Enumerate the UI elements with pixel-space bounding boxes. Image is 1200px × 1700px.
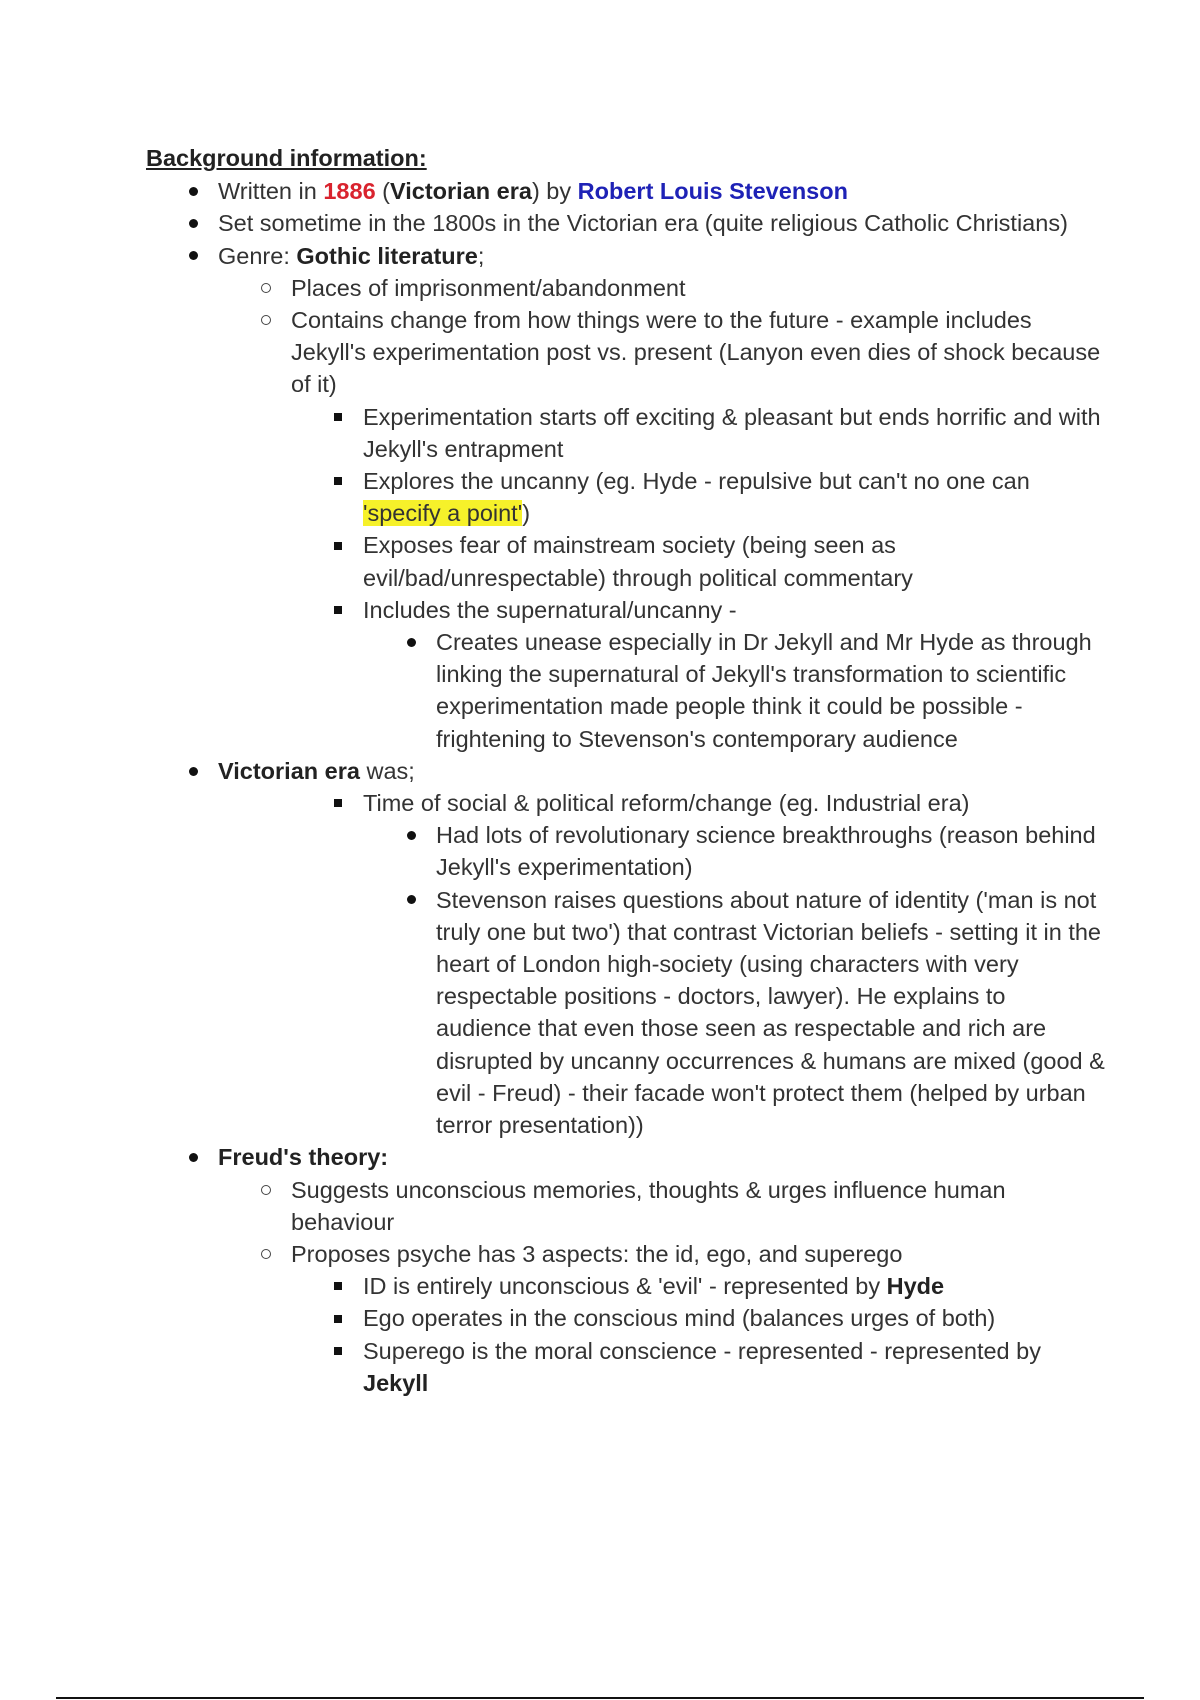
superego-text: Superego is the moral conscience - represented - represented by bbox=[363, 1337, 1041, 1364]
supernatural-text: Includes the supernatural/uncanny - bbox=[363, 596, 737, 623]
places-text: Places of imprisonment/abandonment bbox=[291, 274, 686, 301]
experimentation-text: Experimentation starts off exciting & pleasant but ends horrific and with Jekyll's entrapment bbox=[363, 403, 1101, 462]
bullet-dot-icon bbox=[183, 755, 203, 787]
bullet-square-icon bbox=[328, 1302, 348, 1334]
genre-label: Genre: bbox=[218, 242, 297, 269]
year-text: 1886 bbox=[323, 178, 376, 205]
list-item-written bbox=[146, 175, 1106, 207]
section-heading: Background information: bbox=[146, 145, 427, 171]
bullet-dot-icon bbox=[183, 175, 203, 207]
text-paren: ( bbox=[375, 178, 390, 205]
bullet-dot-icon bbox=[183, 207, 203, 239]
bullet-square-icon bbox=[328, 465, 348, 497]
list-item-breakthroughs bbox=[146, 819, 1106, 883]
questions-text: Stevenson raises questions about nature of identity ('man is not truly one but two') that contrast Victorian beliefs - setting it in the heart of London high-society (using characters with very respectable positions - doctors, lawyer). He explains to audience that even those seen as respectable and rich are disrupted by uncanny occurrences & humans are mixed (good & evil - Freud) - their facade won't protect them (helped by urban terror presentation)) bbox=[436, 886, 1105, 1139]
list-item-psyche bbox=[146, 1238, 1106, 1270]
bullet-square-icon bbox=[328, 1335, 348, 1367]
author-text: Robert Louis Stevenson bbox=[577, 178, 848, 205]
bullet-square-icon bbox=[328, 401, 348, 433]
bullet-square-icon bbox=[328, 1270, 348, 1302]
bullet-dot-icon bbox=[401, 884, 421, 916]
bullet-dot-icon bbox=[183, 240, 203, 272]
list-item-uncanny bbox=[146, 465, 1106, 529]
id-name: Hyde bbox=[886, 1273, 945, 1300]
list-item-reform bbox=[146, 787, 1106, 819]
bullet-circle-icon bbox=[256, 272, 276, 304]
uncanny-text: Explores the uncanny (eg. Hyde - repulsive but can't no one can bbox=[363, 468, 1030, 495]
list-item-genre bbox=[146, 240, 1106, 272]
genre-value: Gothic literature bbox=[296, 242, 478, 269]
bullet-square-icon bbox=[328, 787, 348, 819]
psyche-text: Proposes psyche has 3 aspects: the id, ego, and superego bbox=[291, 1240, 903, 1267]
list-item-supernatural bbox=[146, 594, 1106, 626]
list-item-experimentation bbox=[146, 401, 1106, 465]
list-item-victorian bbox=[146, 755, 1106, 787]
list-item-fear bbox=[146, 529, 1106, 593]
footer-divider bbox=[56, 1697, 1144, 1699]
bullet-circle-icon bbox=[256, 1174, 276, 1206]
bullet-dot-icon bbox=[183, 1141, 203, 1173]
bullet-dot-icon bbox=[401, 626, 421, 658]
bullet-square-icon bbox=[328, 594, 348, 626]
superego-name: Jekyll bbox=[363, 1369, 429, 1396]
bullet-dot-icon bbox=[401, 819, 421, 851]
breakthroughs-text: Had lots of revolutionary science breakthroughs (reason behind Jekyll's experimentation) bbox=[436, 822, 1096, 881]
text-written-prefix: Written in bbox=[218, 178, 324, 205]
id-text: ID is entirely unconscious & 'evil' - represented by bbox=[363, 1273, 887, 1300]
genre-suffix: ; bbox=[477, 242, 485, 269]
highlighted-quote: 'specify a point' bbox=[363, 500, 523, 527]
list-item-places bbox=[146, 272, 1106, 304]
reform-text: Time of social & political reform/change (eg. Industrial era) bbox=[363, 790, 970, 817]
list-item-setting bbox=[146, 207, 1106, 239]
bullet-circle-icon bbox=[256, 1238, 276, 1270]
era-text: Victorian era bbox=[390, 178, 532, 205]
list-item-unease bbox=[146, 626, 1106, 755]
list-item-id bbox=[146, 1270, 1106, 1302]
victorian-label: Victorian era bbox=[218, 757, 360, 784]
bullet-list bbox=[146, 175, 1106, 1399]
unconscious-text: Suggests unconscious memories, thoughts & urges influence human behaviour bbox=[291, 1176, 1006, 1235]
change-text: Contains change from how things were to the future - example includes Jekyll's experimentation post vs. present (Lanyon even dies of shock because of it) bbox=[291, 307, 1101, 398]
list-item-ego bbox=[146, 1302, 1106, 1334]
list-item-unconscious bbox=[146, 1174, 1106, 1238]
bullet-square-icon bbox=[328, 529, 348, 561]
uncanny-close: ) bbox=[522, 500, 531, 527]
document-page bbox=[146, 142, 1106, 1399]
bullet-circle-icon bbox=[256, 304, 276, 336]
freud-label: Freud's theory: bbox=[218, 1144, 389, 1171]
list-item-change bbox=[146, 304, 1106, 401]
fear-text: Exposes fear of mainstream society (being seen as evil/bad/unrespectable) through political commentary bbox=[363, 532, 913, 591]
list-item-questions bbox=[146, 884, 1106, 1142]
list-item-freud bbox=[146, 1141, 1106, 1173]
setting-text: Set sometime in the 1800s in the Victorian era (quite religious Catholic Christians) bbox=[218, 210, 1068, 237]
list-item-superego bbox=[146, 1335, 1106, 1399]
victorian-suffix: was; bbox=[359, 757, 415, 784]
ego-text: Ego operates in the conscious mind (balances urges of both) bbox=[363, 1305, 996, 1332]
unease-text: Creates unease especially in Dr Jekyll and Mr Hyde as through linking the supernatural of Jekyll's transformation to scientific experimentation made people think it could be possible - frightening to Stevenson's contemporary audience bbox=[436, 629, 1092, 752]
text-by: ) by bbox=[531, 178, 578, 205]
